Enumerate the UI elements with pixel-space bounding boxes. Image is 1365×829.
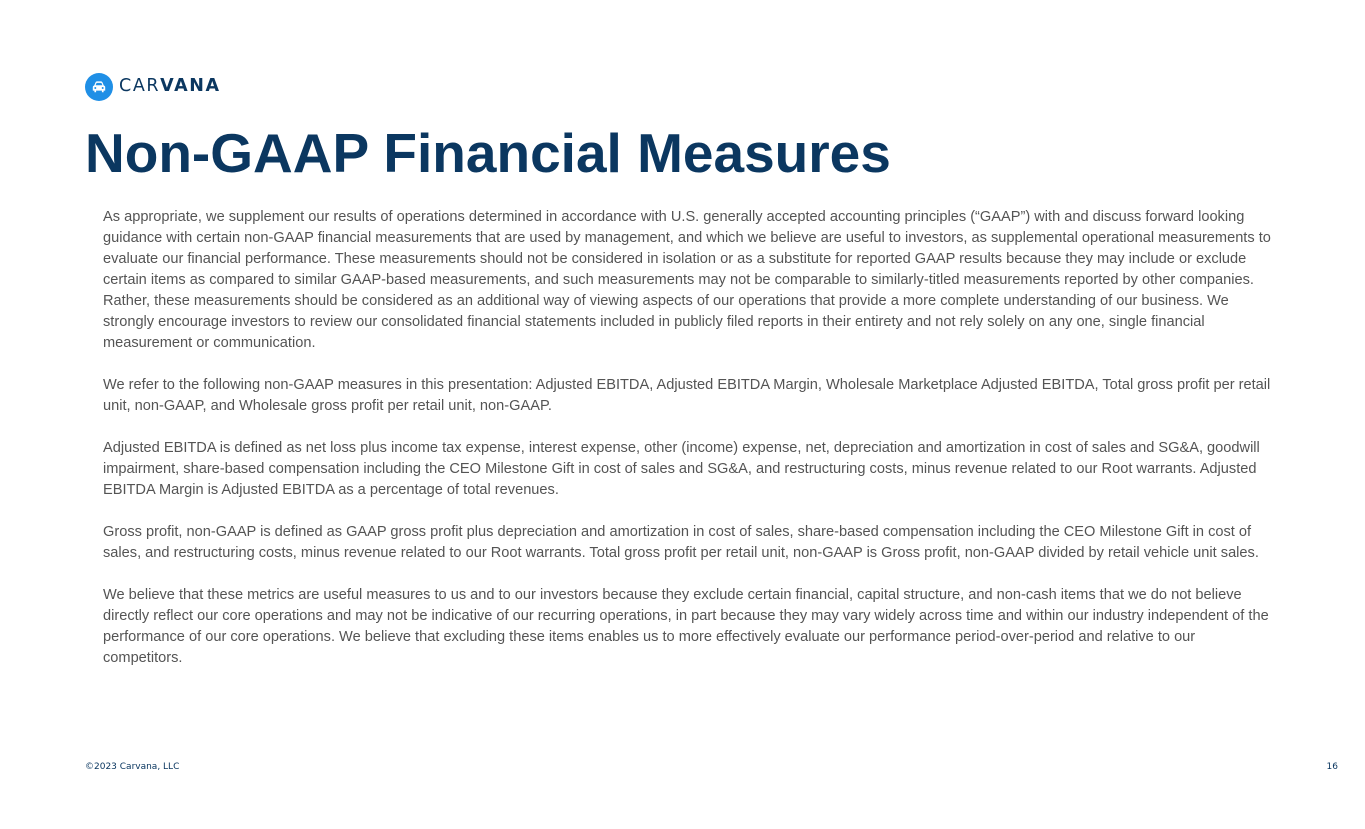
logo-text-bold: VANA [160, 75, 221, 96]
logo-wordmark [119, 75, 221, 96]
paragraph-gross-profit: Gross profit, non-GAAP is defined as GAAP gross profit plus depreciation and amortization in cost of sales, share-based compensation including the CEO Milestone Gift in cost of sales, and restructuring costs, minus revenue related to our Root warrants. Total gross profit per retail unit, non-GAAP is Gross profit, non-GAAP divided by retail vehicle unit sales. [103, 524, 1259, 561]
paragraph-intro: As appropriate, we supplement our results of operations determined in accordance with U.S. generally accepted accounting principles (“GAAP”) with and discuss forward looking guidance with certain non-GAAP financial measurements that are used by management, and which we believe are useful to investors, as supplemental operational measurements to evaluate our financial performance. These measurements should not be considered in isolation or as a substitute for reported GAAP results because they may include or exclude certain items as compared to similar GAAP-based measurements, and such measurements may not be comparable to similarly-titled measurements reported by other companies. Rather, these measurements should be considered as an additional way of viewing aspects of our operations that provide a more complete understanding of our business. We strongly encourage investors to review our consolidated financial statements included in publicly filed reports in their entirety and not rely solely on any one, single financial measurement or communication. [103, 209, 1271, 351]
footer-copyright: ©2023 Carvana, LLC [85, 762, 180, 772]
car-icon [85, 73, 113, 101]
body-text [103, 207, 1273, 669]
logo-text-light: CAR [119, 75, 161, 96]
page-title: Non-GAAP Financial Measures [85, 122, 891, 184]
paragraph-rationale: We believe that these metrics are useful measures to us and to our investors because they exclude certain financial, capital structure, and non-cash items that we do not believe directly reflect our core operations and may not be indicative of our recurring operations, in part because they may vary widely across time and within our industry independent of the performance of our core operations. We believe that excluding these items enables us to more effectively evaluate our performance period-over-period and relative to our competitors. [103, 587, 1269, 666]
paragraph-measures-list: We refer to the following non-GAAP measures in this presentation: Adjusted EBITDA, Adjusted EBITDA Margin, Wholesale Marketplace Adjusted EBITDA, Total gross profit per retail unit, non-GAAP, and Wholesale gross profit per retail unit, non-GAAP. [103, 377, 1271, 414]
page-number: 16 [1326, 762, 1338, 772]
paragraph-adjusted-ebitda: Adjusted EBITDA is defined as net loss plus income tax expense, interest expense, other (income) expense, net, depreciation and amortization in cost of sales and SG&A, goodwill impairment, share-based compensation including the CEO Milestone Gift in cost of sales and SG&A, and restructuring costs, minus revenue related to our Root warrants. Adjusted EBITDA Margin is Adjusted EBITDA as a percentage of total revenues. [103, 440, 1260, 498]
carvana-logo [85, 72, 221, 101]
